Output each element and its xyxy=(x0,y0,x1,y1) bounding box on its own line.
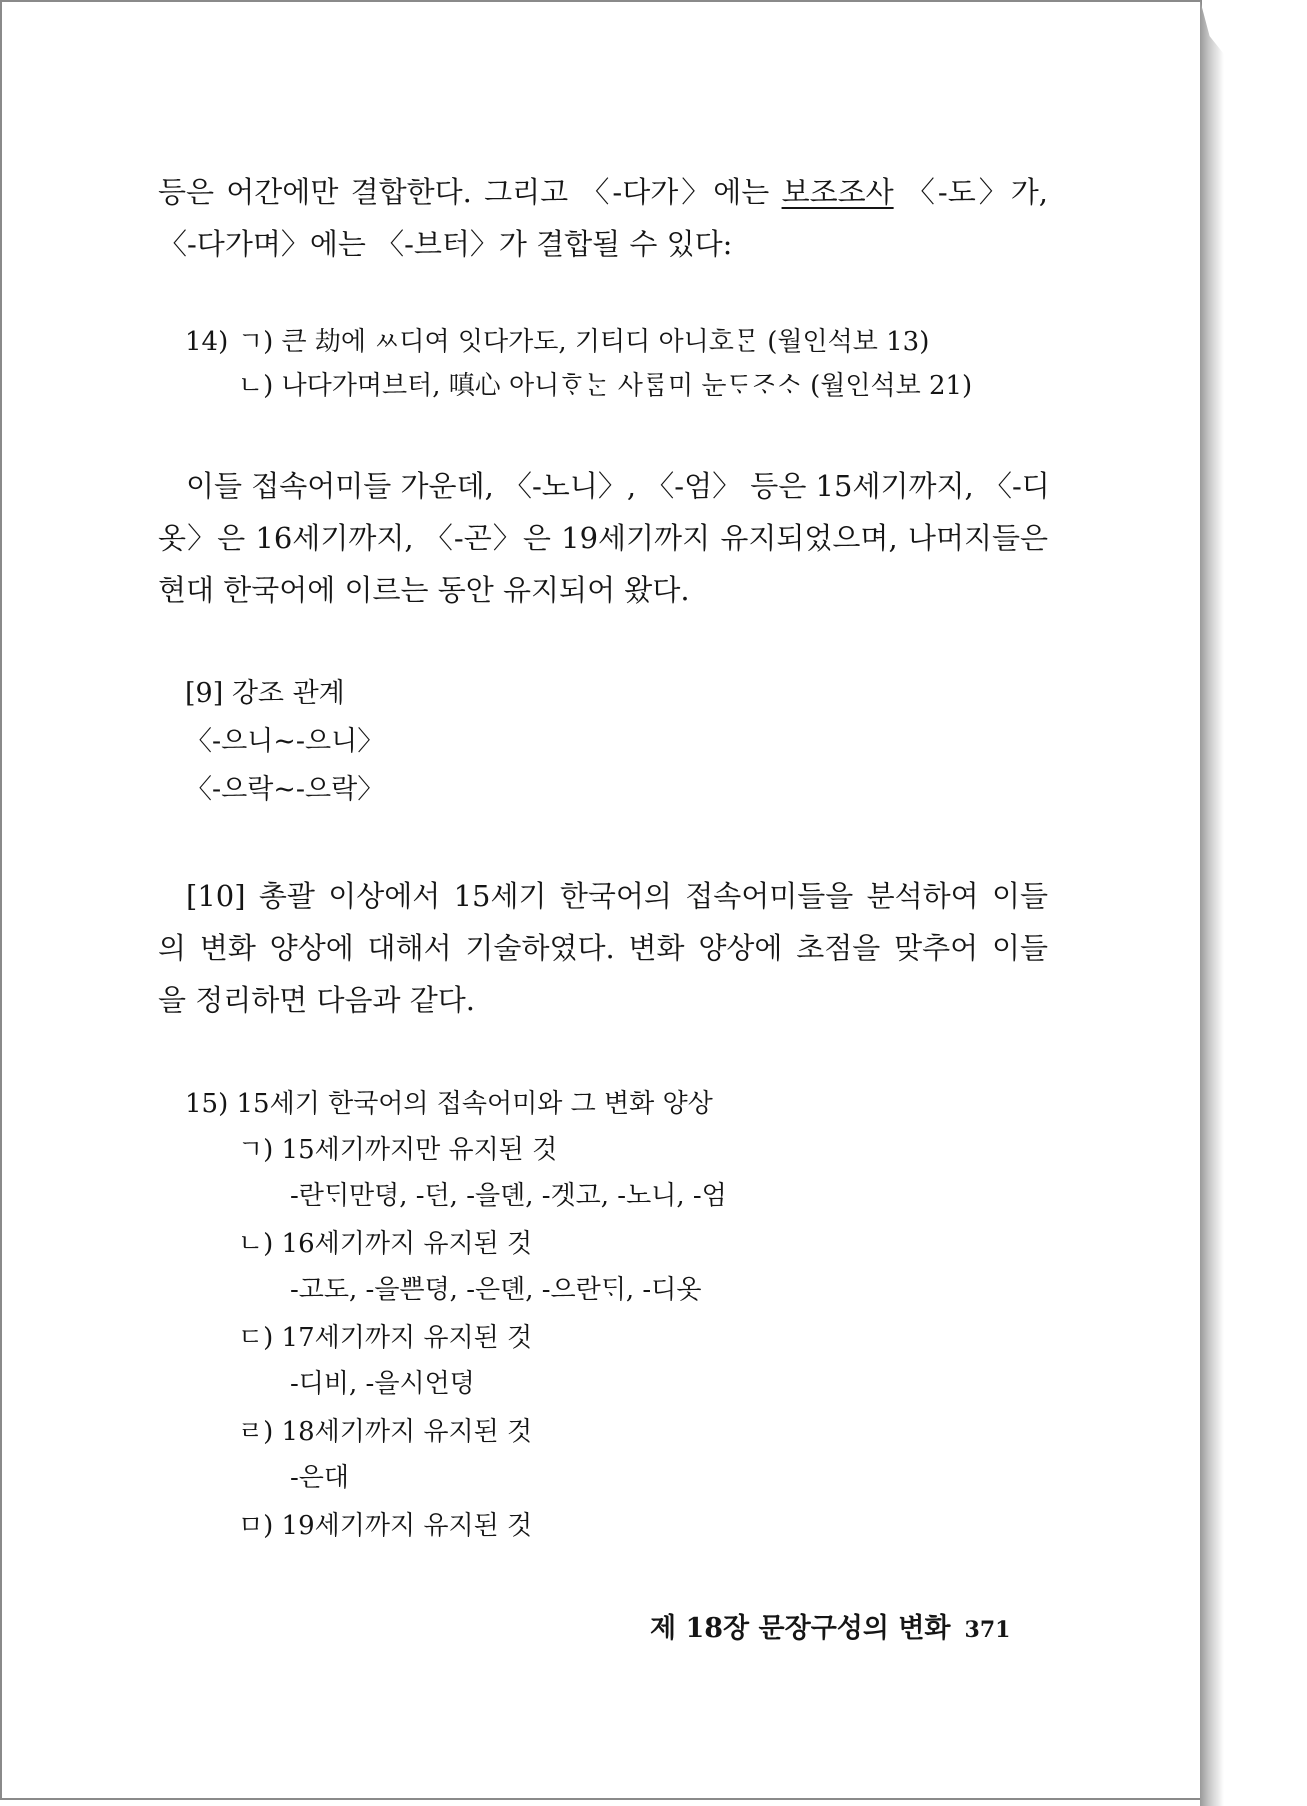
underlined-term: 보조조사 xyxy=(781,175,894,209)
paragraph-2-line-2: 옷〉은 16세기까지, 〈-곤〉은 19세기까지 유지되었으며, 나머지들은 xyxy=(158,521,1048,555)
example-15-item-forms: -디비, -을시언뎡 xyxy=(290,1369,475,1399)
example-15-item-head: ㄴ) 16세기까지 유지된 것 xyxy=(238,1229,533,1259)
example-14-a: ㄱ) 큰 劫에 ㅆ디여 잇다가도, 기티디 아니호ᄆᆞᆫ (월인석보 13) xyxy=(238,327,930,357)
section-9-title: [9] 강조 관계 xyxy=(185,678,345,709)
example-15-item-forms: -란ᄃᆡ만뎡, -던, -을뎬, -겟고, -노니, -엄 xyxy=(290,1181,727,1211)
chapter-title: 제 18장 문장구성의 변화 xyxy=(650,1613,951,1644)
paragraph-1-line-1: 등은 어간에만 결합한다. 그리고 〈-다가〉에는 보조조사 〈-도〉가, xyxy=(158,175,1048,209)
paragraph-2-line-3: 현대 한국어에 이르는 동안 유지되어 왔다. xyxy=(158,573,690,607)
paragraph-2 xyxy=(158,460,1048,616)
example-15-item-forms: -은대 xyxy=(290,1463,350,1493)
example-15-item-head: ㄷ) 17세기까지 유지된 것 xyxy=(238,1323,533,1353)
paragraph-1-line-2: 〈-다가며〉에는 〈-브터〉가 결합될 수 있다: xyxy=(158,227,733,261)
section-9-item-1: 〈-으니~-으니〉 xyxy=(185,726,385,757)
page-number: 371 xyxy=(964,1617,1011,1643)
example-15-item-head: ㄱ) 15세기까지만 유지된 것 xyxy=(238,1135,558,1165)
paragraph-3-line-3: 을 정리하면 다음과 같다. xyxy=(158,983,476,1017)
section-9-item-2: 〈-으락~-으락〉 xyxy=(185,774,385,805)
paragraph-1 xyxy=(158,166,1048,270)
example-15-item-head: ㅁ) 19세기까지 유지된 것 xyxy=(238,1511,533,1541)
page-edge-shadow xyxy=(1200,0,1224,1806)
example-15-title: 15) 15세기 한국어의 접속어미와 그 변화 양상 xyxy=(185,1089,713,1119)
example-14-label: 14) xyxy=(185,327,229,357)
paragraph-3-line-2: 의 변화 양상에 대해서 기술하였다. 변화 양상에 초점을 맞추어 이들 xyxy=(158,931,1048,965)
paragraph-3 xyxy=(158,870,1048,1026)
paragraph-2-line-1: 이들 접속어미들 가운데, 〈-노니〉, 〈-엄〉 등은 15세기까지, 〈-디 xyxy=(186,469,1050,503)
example-14-b: ㄴ) 나다가며브터, 嗔心 아니ᄒᆞᄂᆞᆫ 사ᄅᆞᆷ미 눈ᄃᆞᄌᆞᄉᆞ (월인석보 21) xyxy=(238,371,973,401)
example-15-item-forms: -고도, -을쁜뎡, -은뎬, -으란ᄃᆡ, -디옷 xyxy=(290,1275,702,1305)
running-footer xyxy=(650,1606,1010,1645)
paragraph-3-line-1: [10] 총괄 이상에서 15세기 한국어의 접속어미들을 분석하여 이들 xyxy=(186,879,1048,913)
example-15-item-head: ㄹ) 18세기까지 유지된 것 xyxy=(238,1417,533,1447)
